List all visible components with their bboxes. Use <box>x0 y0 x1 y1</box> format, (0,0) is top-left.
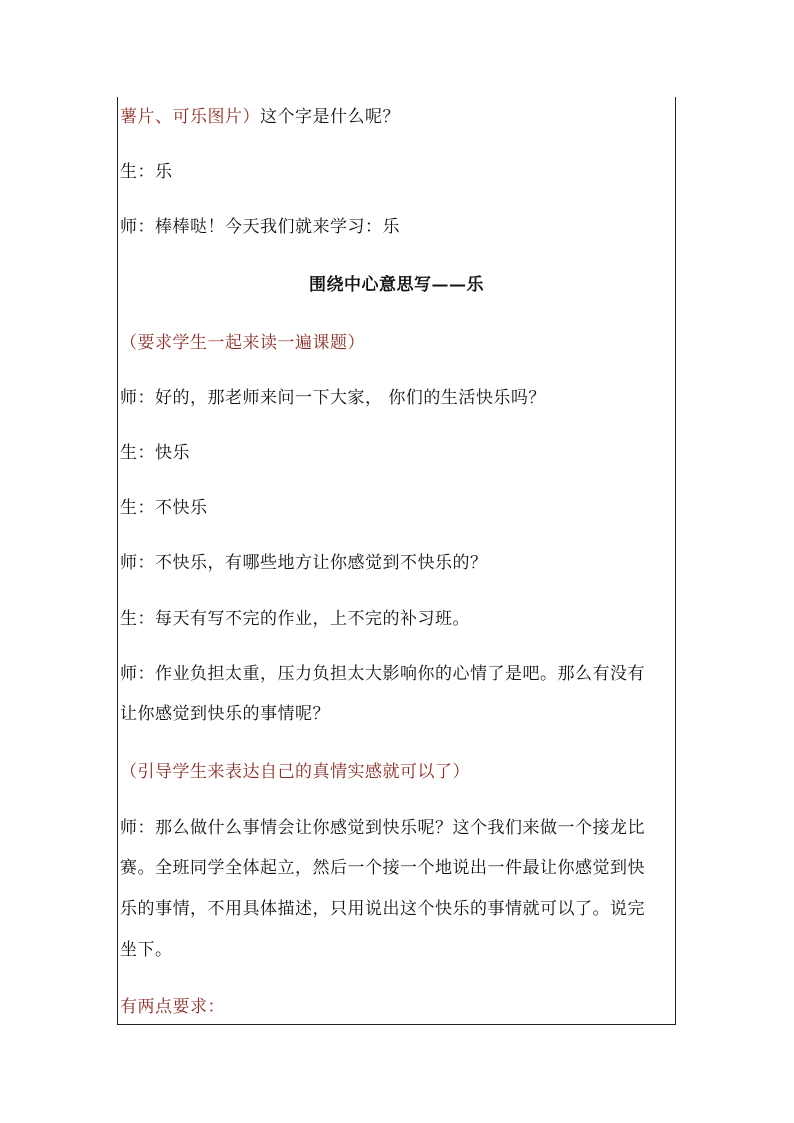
text-line-3-black: 师：棒棒哒！今天我们就来学习：乐 <box>120 217 400 237</box>
text-line-17 <box>120 940 676 960</box>
text-line-13-red: （引导学生来表达自己的真情实感就可以了） <box>120 762 470 782</box>
text-line-7 <box>120 443 676 463</box>
text-line-1-black: 这个字是什么呢？ <box>260 107 400 127</box>
text-line-8-black: 生：不快乐 <box>120 498 208 518</box>
text-line-13 <box>120 762 676 782</box>
text-line-16-black: 乐的事情，不用具体描述，只用说出这个快乐的事情就可以了。说完 <box>120 899 645 919</box>
text-line-8 <box>120 498 676 518</box>
text-line-7-black: 生：快乐 <box>120 443 190 463</box>
text-line-5-red: （要求学生一起来读一遍课题） <box>120 333 365 353</box>
lesson-title-text: 围绕中心意思写——乐 <box>309 275 484 295</box>
text-line-10-black: 生：每天有写不完的作业，上不完的补习班。 <box>120 609 470 629</box>
text-line-1 <box>120 107 676 127</box>
text-line-18-red: 有两点要求： <box>120 997 225 1017</box>
text-line-16 <box>120 899 676 919</box>
text-line-5 <box>120 333 676 353</box>
text-line-10 <box>120 609 676 629</box>
text-line-12-black: 让你感觉到快乐的事情呢？ <box>120 704 330 724</box>
text-line-12 <box>120 704 676 724</box>
text-line-6 <box>120 388 676 408</box>
text-line-2-black: 生：乐 <box>120 162 173 182</box>
text-line-11-black: 师：作业负担太重，压力负担太大影响你的心情了是吧。那么有没有 <box>120 664 645 684</box>
text-line-11 <box>120 664 676 684</box>
text-line-9-black: 师：不快乐，有哪些地方让你感觉到不快乐的？ <box>120 553 488 573</box>
text-line-14-black: 师：那么做什么事情会让你感觉到快乐呢？这个我们来做一个接龙比 <box>120 818 645 838</box>
text-line-1-red: 薯片、可乐图片） <box>120 107 260 127</box>
text-line-3 <box>120 217 676 237</box>
text-line-18 <box>120 997 676 1017</box>
text-line-15-black: 赛。全班同学全体起立，然后一个接一个地说出一件最让你感觉到快 <box>120 858 645 878</box>
text-line-9 <box>120 553 676 573</box>
text-line-6-black: 师：好的，那老师来问一下大家， 你们的生活快乐吗？ <box>120 388 546 408</box>
lesson-title <box>117 275 676 295</box>
text-line-14 <box>120 818 676 838</box>
text-line-15 <box>120 858 676 878</box>
text-line-2 <box>120 162 676 182</box>
text-line-17-black: 坐下。 <box>120 940 173 960</box>
